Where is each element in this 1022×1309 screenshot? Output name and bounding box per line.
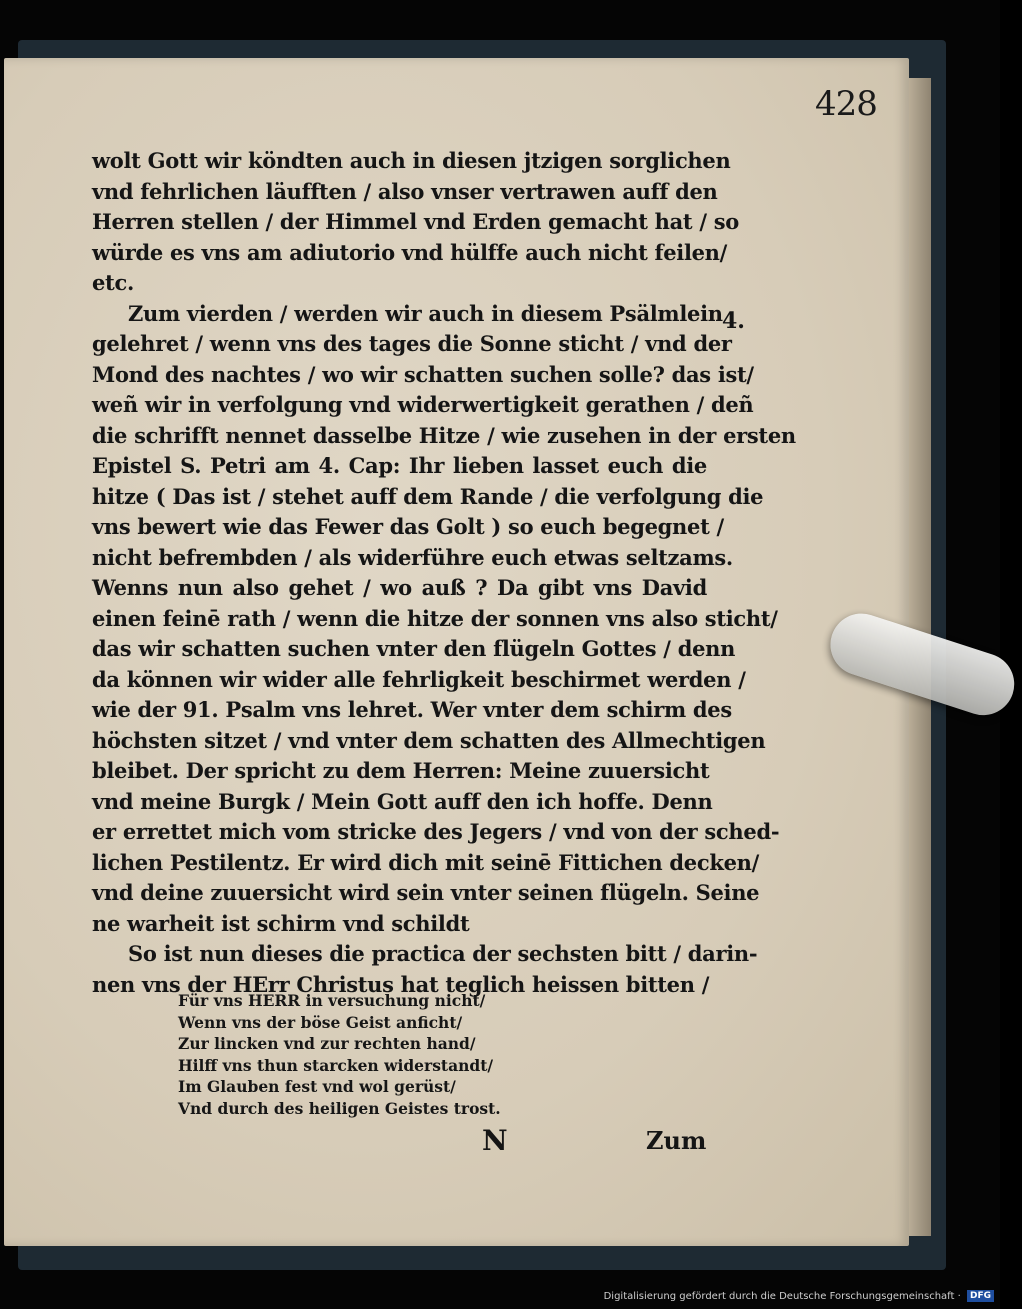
verse-line: Wenn vns der böse Geist anficht/ (178, 1012, 463, 1032)
text-line: etc. (92, 270, 134, 295)
text-line: das wir schatten suchen vnter den flügeln Gottes / denn (92, 636, 736, 661)
body-text (92, 146, 796, 1000)
footer-credit (580, 1290, 994, 1306)
text-line: Mond des nachtes / wo wir schatten suchen solle? das ist/ (92, 361, 754, 387)
text-line: wie der 91. Psalm vns lehret. Wer vnter dem schirm des (92, 697, 732, 722)
text-line: So ist nun dieses die practica der sechsten bitt / darin- (128, 941, 758, 966)
text-line: hitze ( Das ist / stehet auff dem Rande / die verfolgung die (92, 483, 764, 509)
verse-line: Für vns HERR in versuchung nicht/ (178, 991, 486, 1010)
verse-line: Zur lincken vnd zur rechten hand/ (178, 1034, 476, 1053)
margin-note: 4. (722, 308, 745, 334)
text-line: vnd deine zuuersicht wird sein vnter seinen flügeln. Seine (92, 880, 760, 905)
text-line: höchsten sitzet / vnd vnter dem schatten des Allmechtigen (92, 727, 766, 753)
text-line: ne warheit ist schirm vnd schildt (92, 910, 470, 936)
page-number: 428 (815, 84, 877, 124)
text-line: vnd fehrlichen läufften / also vnser vertrawen auff den (92, 178, 718, 204)
text-line: nicht befrembden / als widerführe euch etwas seltzams. (92, 544, 733, 570)
text-line: würde es vns am adiutorio vnd hülffe auch nicht feilen/ (92, 239, 728, 265)
text-line: nen vns der HErr Christus hat teglich heissen bitten / (92, 971, 710, 997)
text-line: vns bewert wie das Fewer das Golt ) so euch begegnet / (92, 514, 724, 539)
text-line: gelehret / wenn vns des tages die Sonne sticht / vnd der (92, 331, 732, 356)
catchword: Zum (646, 1126, 707, 1155)
text-line: Herren stellen / der Himmel vnd Erden gemacht hat / so (92, 209, 739, 234)
text-line: Epistel S. Petri am 4. Cap: Ihr lieben lasset euch die (92, 453, 707, 478)
hymn-verse (178, 990, 501, 1119)
text-line: weñ wir in verfolgung vnd widerwertigkeit gerathen / deñ (92, 392, 754, 417)
text-line: einen feinē rath / wenn die hitze der sonnen vns also sticht/ (92, 605, 778, 631)
footer-separator: · (957, 1291, 964, 1302)
text-line: Wenns nun also gehet / wo auß ? Da gibt vns David (92, 575, 707, 600)
dfg-logo: DFG (967, 1290, 994, 1302)
verse-line: Hilff vns thun starcken widerstandt/ (178, 1055, 494, 1075)
text-line: lichen Pestilentz. Er wird dich mit seinē Fittichen decken/ (92, 849, 759, 875)
text-line: die schrifft nennet dasselbe Hitze / wie zusehen in der ersten (92, 422, 796, 448)
signature-mark: N (482, 1124, 508, 1157)
verse-line: Im Glauben fest vnd wol gerüst/ (178, 1077, 456, 1096)
text-line: Zum vierden / werden wir auch in diesem Psälmlein (128, 300, 723, 326)
text-line: wolt Gott wir köndten auch in diesen jtzigen sorglichen (92, 148, 731, 173)
text-line: vnd meine Burgk / Mein Gott auff den ich hoffe. Denn (92, 788, 713, 814)
text-line: bleibet. Der spricht zu dem Herren: Meine zuuersicht (92, 758, 710, 783)
footer-text: Digitalisierung gefördert durch die Deutsche Forschungsgemeinschaft (603, 1291, 955, 1302)
text-line: da können wir wider alle fehrligkeit beschirmet werden / (92, 666, 746, 692)
verse-line: Vnd durch des heiligen Geistes trost. (178, 1098, 501, 1118)
text-line: er errettet mich vom stricke des Jegers / vnd von der sched- (92, 819, 780, 844)
